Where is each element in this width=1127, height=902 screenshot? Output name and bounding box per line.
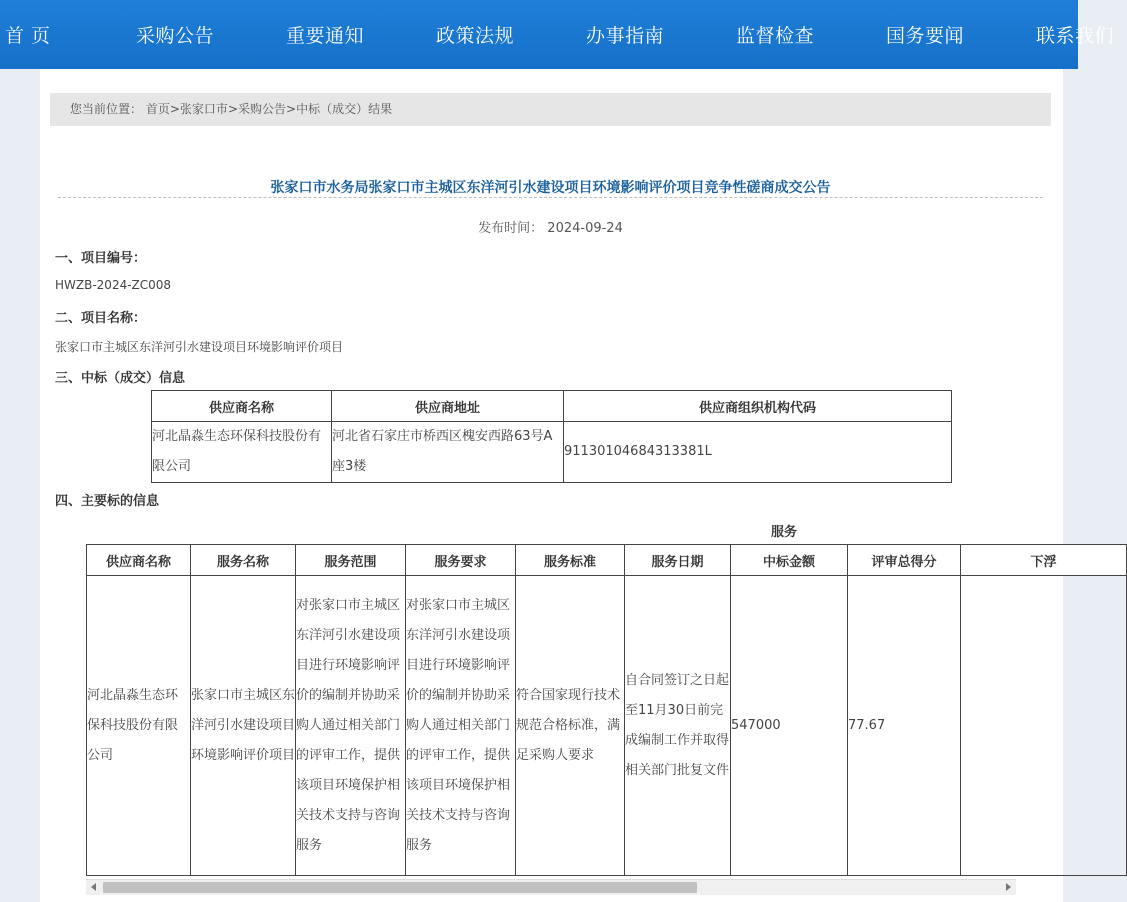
nav-state-news[interactable]: 国务要闻 <box>886 25 965 47</box>
breadcrumb-prefix: 您当前位置： <box>70 102 143 116</box>
breadcrumb-current: 中标（成交）结果 <box>296 102 393 116</box>
table-header-row <box>87 545 1127 576</box>
nav-home[interactable]: 首 页 <box>5 25 51 47</box>
section-award-info: 三、中标（成交）信息 <box>55 371 186 386</box>
column-header: 下浮 <box>961 545 1127 576</box>
subject-table <box>86 544 1127 876</box>
supplier-org-code: 91130104684313381L <box>564 422 952 483</box>
service-name: 张家口市主城区东洋河引水建设项目环境影响评价项目 <box>191 576 296 876</box>
breadcrumb-city[interactable]: 张家口市 <box>179 102 228 116</box>
nav-important-notices[interactable]: 重要通知 <box>286 25 365 47</box>
project-name: 张家口市主城区东洋河引水建设项目环境影响评价项目 <box>55 340 344 354</box>
section-project-number: 一、项目编号： <box>55 251 147 266</box>
publish-label: 发布时间： <box>478 221 544 236</box>
column-header: 中标金额 <box>731 545 848 576</box>
column-header: 供应商地址 <box>332 391 564 422</box>
publish-date: 2024-09-24 <box>547 221 623 236</box>
nav-guide[interactable]: 办事指南 <box>586 25 665 47</box>
column-header: 服务名称 <box>191 545 296 576</box>
total-score: 77.67 <box>848 576 961 876</box>
supplier-address: 河北省石家庄市桥西区槐安西路63号A座3楼 <box>332 422 564 483</box>
breadcrumb-separator: > <box>227 102 238 116</box>
table-header-row <box>152 391 952 422</box>
scroll-left-arrow-icon[interactable] <box>91 883 96 891</box>
horizontal-scrollbar[interactable] <box>86 879 1016 895</box>
nav-contact[interactable]: 联系我们 <box>1036 25 1115 47</box>
content-page <box>40 69 1063 902</box>
subject-table-viewport[interactable] <box>86 544 1057 879</box>
breadcrumb-separator: > <box>169 102 180 116</box>
notice-title: 张家口市水务局张家口市主城区东洋河引水建设项目环境影响评价项目竞争性磋商成交公告 <box>270 180 831 196</box>
nav-supervision[interactable]: 监督检查 <box>736 25 815 47</box>
project-number: HWZB-2024-ZC008 <box>55 278 172 292</box>
column-header: 评审总得分 <box>848 545 961 576</box>
scrollbar-thumb[interactable] <box>103 882 697 893</box>
publish-time <box>58 217 1043 236</box>
supplier-name: 河北晶淼生态环保科技股份有限公司 <box>152 422 332 483</box>
breadcrumb-category[interactable]: 采购公告 <box>238 102 287 116</box>
top-navigation <box>0 0 1115 69</box>
discount-rate <box>961 576 1127 876</box>
winner-table <box>151 390 952 483</box>
table-row <box>152 422 952 483</box>
column-header: 服务要求 <box>406 545 516 576</box>
column-header: 供应商名称 <box>152 391 332 422</box>
service-scope: 对张家口市主城区东洋河引水建设项目进行环境影响评价的编制并协助采购人通过相关部门的评审工作，提供该项目环境保护相关技术支持与咨询服务 <box>296 576 406 876</box>
breadcrumb-separator: > <box>286 102 297 116</box>
section-main-subject: 四、主要标的信息 <box>55 494 160 509</box>
service-requirement: 对张家口市主城区东洋河引水建设项目进行环境影响评价的编制并协助采购人通过相关部门的评审工作，提供该项目环境保护相关技术支持与咨询服务 <box>406 576 516 876</box>
table-row <box>87 576 1127 876</box>
nav-procurement-notices[interactable]: 采购公告 <box>136 25 215 47</box>
service-caption: 服务 <box>771 525 798 540</box>
title-divider <box>58 197 1043 198</box>
nav-policies[interactable]: 政策法规 <box>436 25 515 47</box>
column-header: 供应商组织机构代码 <box>564 391 952 422</box>
column-header: 服务标准 <box>516 545 625 576</box>
supplier-name: 河北晶淼生态环保科技股份有限公司 <box>87 576 191 876</box>
scroll-right-arrow-icon[interactable] <box>1006 883 1011 891</box>
award-amount: 547000 <box>731 576 848 876</box>
column-header: 服务日期 <box>625 545 731 576</box>
service-standard: 符合国家现行技术规范合格标准，满足采购人要求 <box>516 576 625 876</box>
column-header: 供应商名称 <box>87 545 191 576</box>
section-project-name: 二、项目名称： <box>55 311 147 326</box>
breadcrumb-home[interactable]: 首页 <box>145 102 170 116</box>
service-date: 自合同签订之日起至11月30日前完成编制工作并取得相关部门批复文件 <box>625 576 731 876</box>
breadcrumb <box>50 93 1051 126</box>
column-header: 服务范围 <box>296 545 406 576</box>
